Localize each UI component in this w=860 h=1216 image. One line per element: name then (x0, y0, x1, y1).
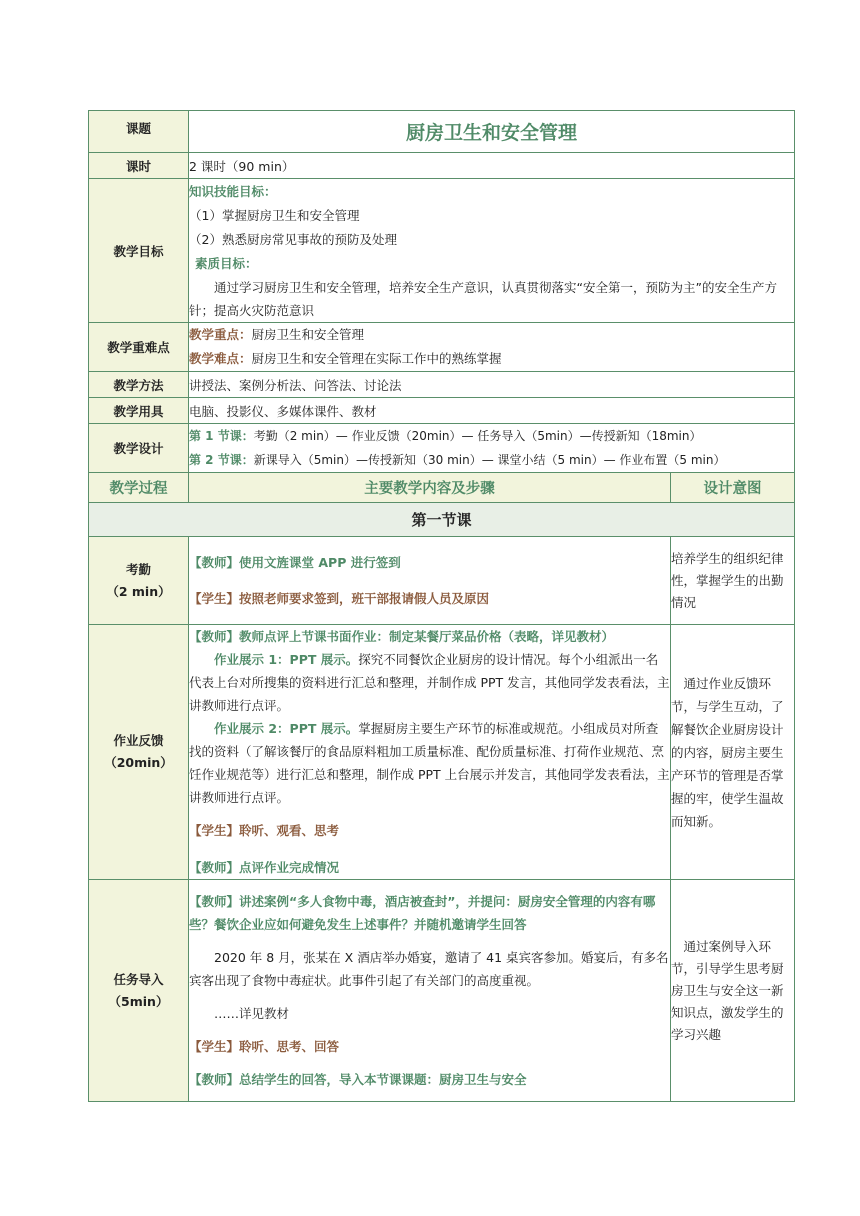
design-row (89, 424, 795, 473)
difficulty-text: 厨房卫生和安全管理在实际工作中的熟练掌握 (251, 351, 502, 366)
process-header-content: 主要教学内容及步骤 (189, 473, 671, 503)
key-point-text: 厨房卫生和安全管理 (251, 327, 365, 342)
lesson-plan-table (88, 110, 795, 1102)
design-content (189, 424, 795, 473)
lesson2-text: 新课导入（5min）—传授新知（30 min）— 课堂小结（5 min）— 作业布置（5 min） (253, 453, 726, 467)
attendance-time: （2 min） (106, 583, 171, 599)
difficulty-title: 教学难点： (189, 351, 252, 366)
key-point-title: 教学重点： (189, 327, 252, 342)
intro-teacher-2: 【教师】总结学生的回答，导入本节课课题：厨房卫生与安全 (189, 1072, 527, 1087)
quality-goal-text: 通过学习厨房卫生和安全管理，培养安全生产意识，认真贯彻落实“安全第一，预防为主”的安全生产方针；提高火灾防范意识 (189, 279, 777, 318)
process-header-row (89, 473, 795, 503)
methods-value: 讲授法、案例分析法、问答法、讨论法 (189, 372, 795, 398)
tools-value: 电脑、投影仪、多媒体课件、教材 (189, 398, 795, 424)
intro-step (89, 880, 189, 1102)
section-title: 第一节课 (89, 503, 795, 537)
attendance-intent: 培养学生的组织纪律性，掌握学生的出勤情况 (671, 537, 795, 625)
goals-label: 教学目标 (89, 179, 189, 323)
homework-teacher-2: 【教师】点评作业完成情况 (189, 860, 340, 875)
attendance-name: 考勤 (125, 561, 151, 577)
intro-name: 任务导入 (113, 971, 164, 987)
methods-row (89, 372, 795, 398)
goals-content (189, 179, 795, 323)
lesson1-title: 第 1 节课： (189, 429, 254, 443)
homework-show1-text: 探究不同餐饮企业厨房的设计情况。每个小组派出一名代表上台对所搜集的资料进行汇总和整理，并制作成 PPT 发言，其他同学发表看法，主讲教师进行点评。 (189, 652, 670, 713)
homework-step (89, 625, 189, 880)
hours-label: 课时 (89, 153, 189, 179)
intro-more: ……详见教材 (214, 1006, 290, 1021)
process-header-intent: 设计意图 (671, 473, 795, 503)
homework-row (89, 625, 795, 880)
knowledge-goal-title: 知识技能目标： (189, 183, 277, 199)
homework-time: （20min） (104, 755, 173, 770)
lesson2-title: 第 2 节课： (189, 453, 254, 467)
attendance-content (189, 537, 671, 625)
tools-row (89, 398, 795, 424)
homework-show2-title: 作业展示 2：PPT 展示。 (214, 721, 359, 736)
intro-time: （5min） (108, 993, 169, 1009)
quality-goal-title: 素质目标： (195, 255, 258, 271)
knowledge-goal-1: （1）掌握厨房卫生和安全管理 (189, 207, 360, 223)
hours-value: 2 课时（90 min） (189, 153, 795, 179)
knowledge-goal-2: （2）熟悉厨房常见事故的预防及处理 (189, 231, 397, 247)
attendance-row (89, 537, 795, 625)
lesson1-text: 考勤（2 min）— 作业反馈（20min）— 任务导入（5min）—传授新知（18min） (253, 429, 702, 443)
intro-student: 【学生】聆听、思考、回答 (189, 1039, 340, 1054)
homework-intent: 通过作业反馈环节，与学生互动，了解餐饮企业厨房设计的内容，厨房主要生产环节的管理是否掌握的牢，使学生温故而知新。 (671, 625, 795, 880)
tools-label: 教学用具 (89, 398, 189, 424)
section-row (89, 503, 795, 537)
process-header-step: 教学过程 (89, 473, 189, 503)
intro-content (189, 880, 671, 1102)
intro-intent: 通过案例导入环节，引导学生思考厨房卫生与安全这一新知识点，激发学生的学习兴趣 (671, 880, 795, 1102)
subject-label: 课题 (89, 111, 189, 153)
homework-content (189, 625, 671, 880)
design-label: 教学设计 (89, 424, 189, 473)
homework-student: 【学生】聆听、观看、思考 (189, 823, 340, 838)
intro-teacher-1: 【教师】讲述案例“多人食物中毒，酒店被查封”，并提问：厨房安全管理的内容有哪些？餐饮企业应如何避免发生上述事件？并随机邀请学生回答 (189, 894, 656, 932)
intro-row (89, 880, 795, 1102)
intro-case: 2020 年 8 月，张某在 X 酒店举办婚宴，邀请了 41 桌宾客参加。婚宴后，有多名宾客出现了食物中毒症状。此事件引起了有关部门的高度重视。 (189, 950, 669, 988)
hours-row (89, 153, 795, 179)
attendance-teacher: 【教师】使用文旌课堂 APP 进行签到 (189, 554, 401, 570)
keypoints-label: 教学重难点 (89, 323, 189, 372)
homework-show2-text: 掌握厨房主要生产环节的标准或规范。小组成员对所查找的资料（了解该餐厅的食品原料粗加工质量标准、配份质量标准、打荷作业规范、烹饪作业规范等）进行汇总和整理，制作成 PPT 上台展示并发言，其他同学发表看法，主讲教师进行点评。 (189, 721, 670, 805)
attendance-step (89, 537, 189, 625)
subject-row (89, 111, 795, 153)
keypoints-row (89, 323, 795, 372)
page-title: 厨房卫生和安全管理 (189, 111, 795, 153)
keypoints-content (189, 323, 795, 372)
goals-row (89, 179, 795, 323)
homework-teacher-1: 【教师】教师点评上节课书面作业：制定某餐厅菜品价格（表略，详见教材） (189, 629, 615, 644)
attendance-student: 【学生】按照老师要求签到，班干部报请假人员及原因 (189, 590, 490, 606)
homework-name: 作业反馈 (113, 733, 164, 748)
methods-label: 教学方法 (89, 372, 189, 398)
homework-show1-title: 作业展示 1：PPT 展示。 (214, 652, 359, 667)
